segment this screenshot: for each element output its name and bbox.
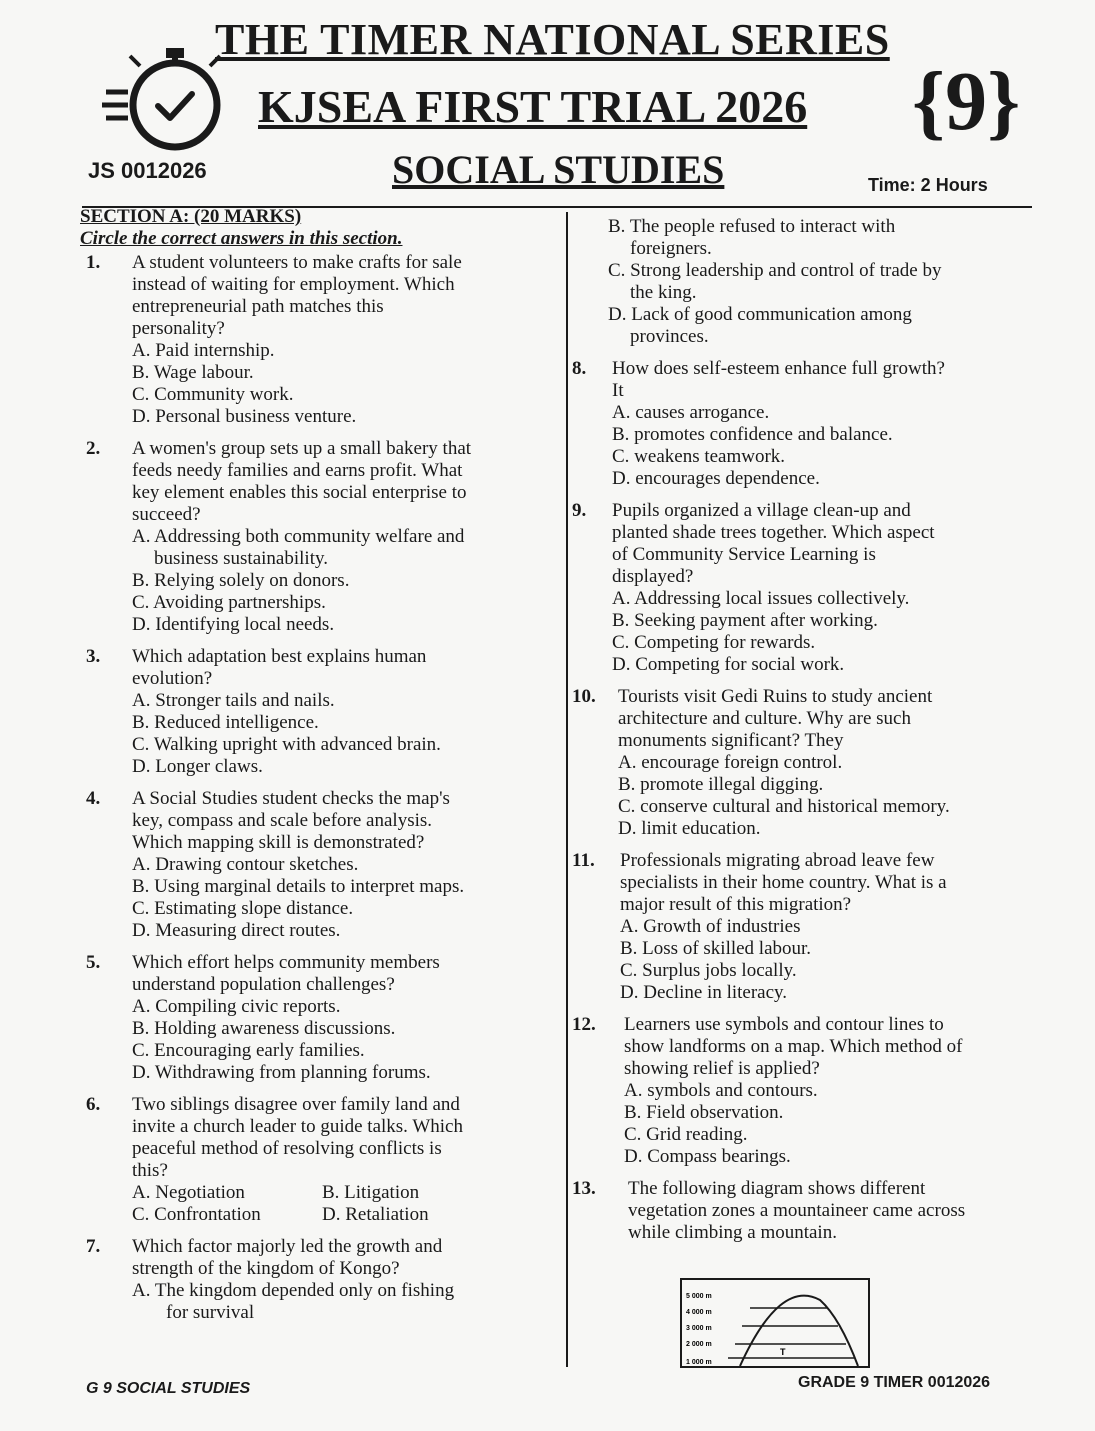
- option-a[interactable]: A. causes arrogance.: [612, 402, 770, 423]
- zone-marker: T: [780, 1347, 786, 1357]
- option-a[interactable]: A. Negotiation: [132, 1182, 245, 1203]
- question-number: 10.: [572, 686, 596, 707]
- question-number: 1.: [86, 252, 101, 273]
- question-2: [80, 438, 550, 636]
- option-c[interactable]: C. Community work.: [132, 384, 294, 405]
- option-b[interactable]: B. Reduced intelligence.: [132, 712, 319, 733]
- time-allowed: Time: 2 Hours: [868, 175, 988, 195]
- timer-logo-icon: [100, 40, 230, 160]
- question-number: 13.: [572, 1178, 596, 1199]
- footer-left: G 9 SOCIAL STUDIES: [86, 1380, 251, 1397]
- question-text: strength of the kingdom of Kongo?: [132, 1258, 400, 1279]
- question-text: this?: [132, 1160, 168, 1181]
- question-number: 12.: [572, 1014, 596, 1035]
- option-c[interactable]: C. Encouraging early families.: [132, 1040, 365, 1061]
- option-b[interactable]: B. The people refused to interact with: [608, 216, 896, 237]
- question-text: It: [612, 380, 624, 401]
- question-text: planted shade trees together. Which aspect: [612, 522, 935, 543]
- question-text: personality?: [132, 318, 225, 339]
- option-c[interactable]: C. weakens teamwork.: [612, 446, 786, 467]
- question-text: of Community Service Learning is: [612, 544, 876, 565]
- option-b[interactable]: B. Wage labour.: [132, 362, 254, 383]
- option-d-continued: provinces.: [630, 326, 709, 347]
- question-text: monuments significant? They: [618, 730, 844, 751]
- question-text: Which adaptation best explains human: [132, 646, 427, 667]
- right-column: [572, 216, 1042, 1254]
- option-c[interactable]: C. Walking upright with advanced brain.: [132, 734, 441, 755]
- option-b[interactable]: B. Seeking payment after working.: [612, 610, 878, 631]
- option-b-continued: foreigners.: [630, 238, 712, 259]
- level-label: 4 000 m: [686, 1309, 712, 1316]
- question-number: 8.: [572, 358, 587, 379]
- question-text: major result of this migration?: [620, 894, 852, 915]
- question-text: Pupils organized a village clean-up and: [612, 500, 911, 521]
- question-text: Which factor majorly led the growth and: [132, 1236, 443, 1257]
- question-text: showing relief is applied?: [624, 1058, 820, 1079]
- question-number: 9.: [572, 500, 587, 521]
- question-text: peaceful method of resolving conflicts is: [132, 1138, 442, 1159]
- subject-title: SOCIAL STUDIES: [392, 147, 725, 192]
- option-d[interactable]: D. Identifying local needs.: [132, 614, 335, 635]
- option-a[interactable]: A. Addressing local issues collectively.: [612, 588, 910, 609]
- question-text: vegetation zones a mountaineer came across: [628, 1200, 966, 1221]
- question-12: [572, 1014, 1042, 1168]
- question-9: [572, 500, 1042, 676]
- option-c[interactable]: C. Avoiding partnerships.: [132, 592, 326, 613]
- option-c[interactable]: C. Confrontation: [132, 1204, 261, 1225]
- question-5: [80, 952, 550, 1084]
- option-d[interactable]: D. limit education.: [618, 818, 761, 839]
- question-11: [572, 850, 1042, 1004]
- option-c[interactable]: C. Strong leadership and control of trade by: [608, 260, 942, 281]
- option-b[interactable]: B. Field observation.: [624, 1102, 784, 1123]
- column-divider: [566, 212, 568, 1367]
- option-b[interactable]: B. Holding awareness discussions.: [132, 1018, 396, 1039]
- option-a[interactable]: A. Paid internship.: [132, 340, 275, 361]
- question-text: Which effort helps community members: [132, 952, 440, 973]
- level-label: 3 000 m: [686, 1325, 712, 1332]
- question-3: [80, 646, 550, 778]
- question-text: show landforms on a map. Which method of: [624, 1036, 963, 1057]
- option-a[interactable]: A. Addressing both community welfare and: [132, 526, 465, 547]
- question-number: 5.: [86, 952, 101, 973]
- question-number: 4.: [86, 788, 101, 809]
- option-d[interactable]: D. Lack of good communication among: [608, 304, 912, 325]
- question-text: displayed?: [612, 566, 694, 587]
- question-8: [572, 358, 1042, 490]
- question-text: succeed?: [132, 504, 201, 525]
- series-title: THE TIMER NATIONAL SERIES: [215, 15, 890, 64]
- option-a[interactable]: A. symbols and contours.: [624, 1080, 818, 1101]
- question-text: The following diagram shows different: [628, 1178, 926, 1199]
- question-13: [572, 1178, 1042, 1244]
- option-d[interactable]: D. Decline in literacy.: [620, 982, 788, 1003]
- option-d[interactable]: D. Compass bearings.: [624, 1146, 791, 1167]
- option-d[interactable]: D. Competing for social work.: [612, 654, 845, 675]
- option-c[interactable]: C. conserve cultural and historical memory.: [618, 796, 950, 817]
- paper-code: JS 0012026: [88, 158, 207, 183]
- option-a[interactable]: A. Stronger tails and nails.: [132, 690, 335, 711]
- question-text: Two siblings disagree over family land and: [132, 1094, 460, 1115]
- question-text: key, compass and scale before analysis.: [132, 810, 433, 831]
- option-d[interactable]: D. Withdrawing from planning forums.: [132, 1062, 431, 1083]
- question-text: architecture and culture. Why are such: [618, 708, 911, 729]
- option-d[interactable]: D. encourages dependence.: [612, 468, 820, 489]
- question-text: key element enables this social enterprise to: [132, 482, 467, 503]
- option-c[interactable]: C. Surplus jobs locally.: [620, 960, 797, 981]
- question-text: A women's group sets up a small bakery that: [132, 438, 472, 459]
- level-label: 5 000 m: [686, 1293, 712, 1300]
- level-label: 2 000 m: [686, 1341, 712, 1348]
- level-label: 1 000 m: [686, 1359, 712, 1366]
- question-text: while climbing a mountain.: [628, 1222, 837, 1243]
- question-text: specialists in their home country. What is a: [620, 872, 947, 893]
- question-text: invite a church leader to guide talks. Which: [132, 1116, 463, 1137]
- question-text: Learners use symbols and contour lines to: [624, 1014, 944, 1035]
- question-text: A student volunteers to make crafts for sale: [132, 252, 462, 273]
- question-text: feeds needy families and earns profit. What: [132, 460, 463, 481]
- option-a-continued: business sustainability.: [154, 548, 328, 569]
- question-7-continued: [572, 216, 1042, 348]
- section-instruction: Circle the correct answers in this section.: [80, 228, 403, 249]
- question-text: entrepreneurial path matches this: [132, 296, 384, 317]
- option-d[interactable]: D. Personal business venture.: [132, 406, 357, 427]
- question-number: 3.: [86, 646, 101, 667]
- question-4: [80, 788, 550, 942]
- option-d[interactable]: D. Retaliation: [322, 1204, 429, 1225]
- option-b[interactable]: B. Litigation: [322, 1182, 420, 1203]
- option-d[interactable]: D. Longer claws.: [132, 756, 263, 777]
- question-number: 11.: [572, 850, 595, 871]
- question-number: 2.: [86, 438, 101, 459]
- question-10: [572, 686, 1042, 840]
- option-a[interactable]: A. encourage foreign control.: [618, 752, 843, 773]
- option-a[interactable]: A. Compiling civic reports.: [132, 996, 341, 1017]
- question-6: [80, 1094, 550, 1226]
- option-d[interactable]: D. Measuring direct routes.: [132, 920, 341, 941]
- option-a[interactable]: A. The kingdom depended only on fishing: [132, 1280, 455, 1301]
- left-column: [80, 206, 550, 1334]
- question-7: [80, 1236, 550, 1324]
- option-c-continued: the king.: [630, 282, 697, 303]
- option-c[interactable]: C. Grid reading.: [624, 1124, 748, 1145]
- question-text: Which mapping skill is demonstrated?: [132, 832, 425, 853]
- option-b[interactable]: B. Using marginal details to interpret maps.: [132, 876, 465, 897]
- question-text: Professionals migrating abroad leave few: [620, 850, 935, 871]
- option-b[interactable]: B. Loss of skilled labour.: [620, 938, 812, 959]
- mountain-vegetation-diagram: [680, 1278, 872, 1370]
- question-text: instead of waiting for employment. Which: [132, 274, 455, 295]
- question-text: A Social Studies student checks the map's: [132, 788, 450, 809]
- grade-badge: {9}: [912, 55, 1021, 148]
- option-a[interactable]: A. Drawing contour sketches.: [132, 854, 359, 875]
- exam-title: KJSEA FIRST TRIAL 2026: [258, 81, 808, 132]
- option-a[interactable]: A. Growth of industries: [620, 916, 801, 937]
- question-text: evolution?: [132, 668, 213, 689]
- question-text: How does self-esteem enhance full growth?: [612, 358, 945, 379]
- question-text: understand population challenges?: [132, 974, 395, 995]
- option-b[interactable]: B. promote illegal digging.: [618, 774, 824, 795]
- question-text: Tourists visit Gedi Ruins to study ancient: [618, 686, 933, 707]
- option-c[interactable]: C. Competing for rewards.: [612, 632, 816, 653]
- option-b[interactable]: B. promotes confidence and balance.: [612, 424, 893, 445]
- option-c[interactable]: C. Estimating slope distance.: [132, 898, 354, 919]
- section-title: SECTION A: (20 MARKS): [80, 206, 302, 227]
- option-b[interactable]: B. Relying solely on donors.: [132, 570, 350, 591]
- question-1: [80, 252, 550, 428]
- question-number: 6.: [86, 1094, 101, 1115]
- question-number: 7.: [86, 1236, 101, 1257]
- footer-right: GRADE 9 TIMER 0012026: [798, 1374, 991, 1391]
- option-a-continued: for survival: [166, 1302, 255, 1323]
